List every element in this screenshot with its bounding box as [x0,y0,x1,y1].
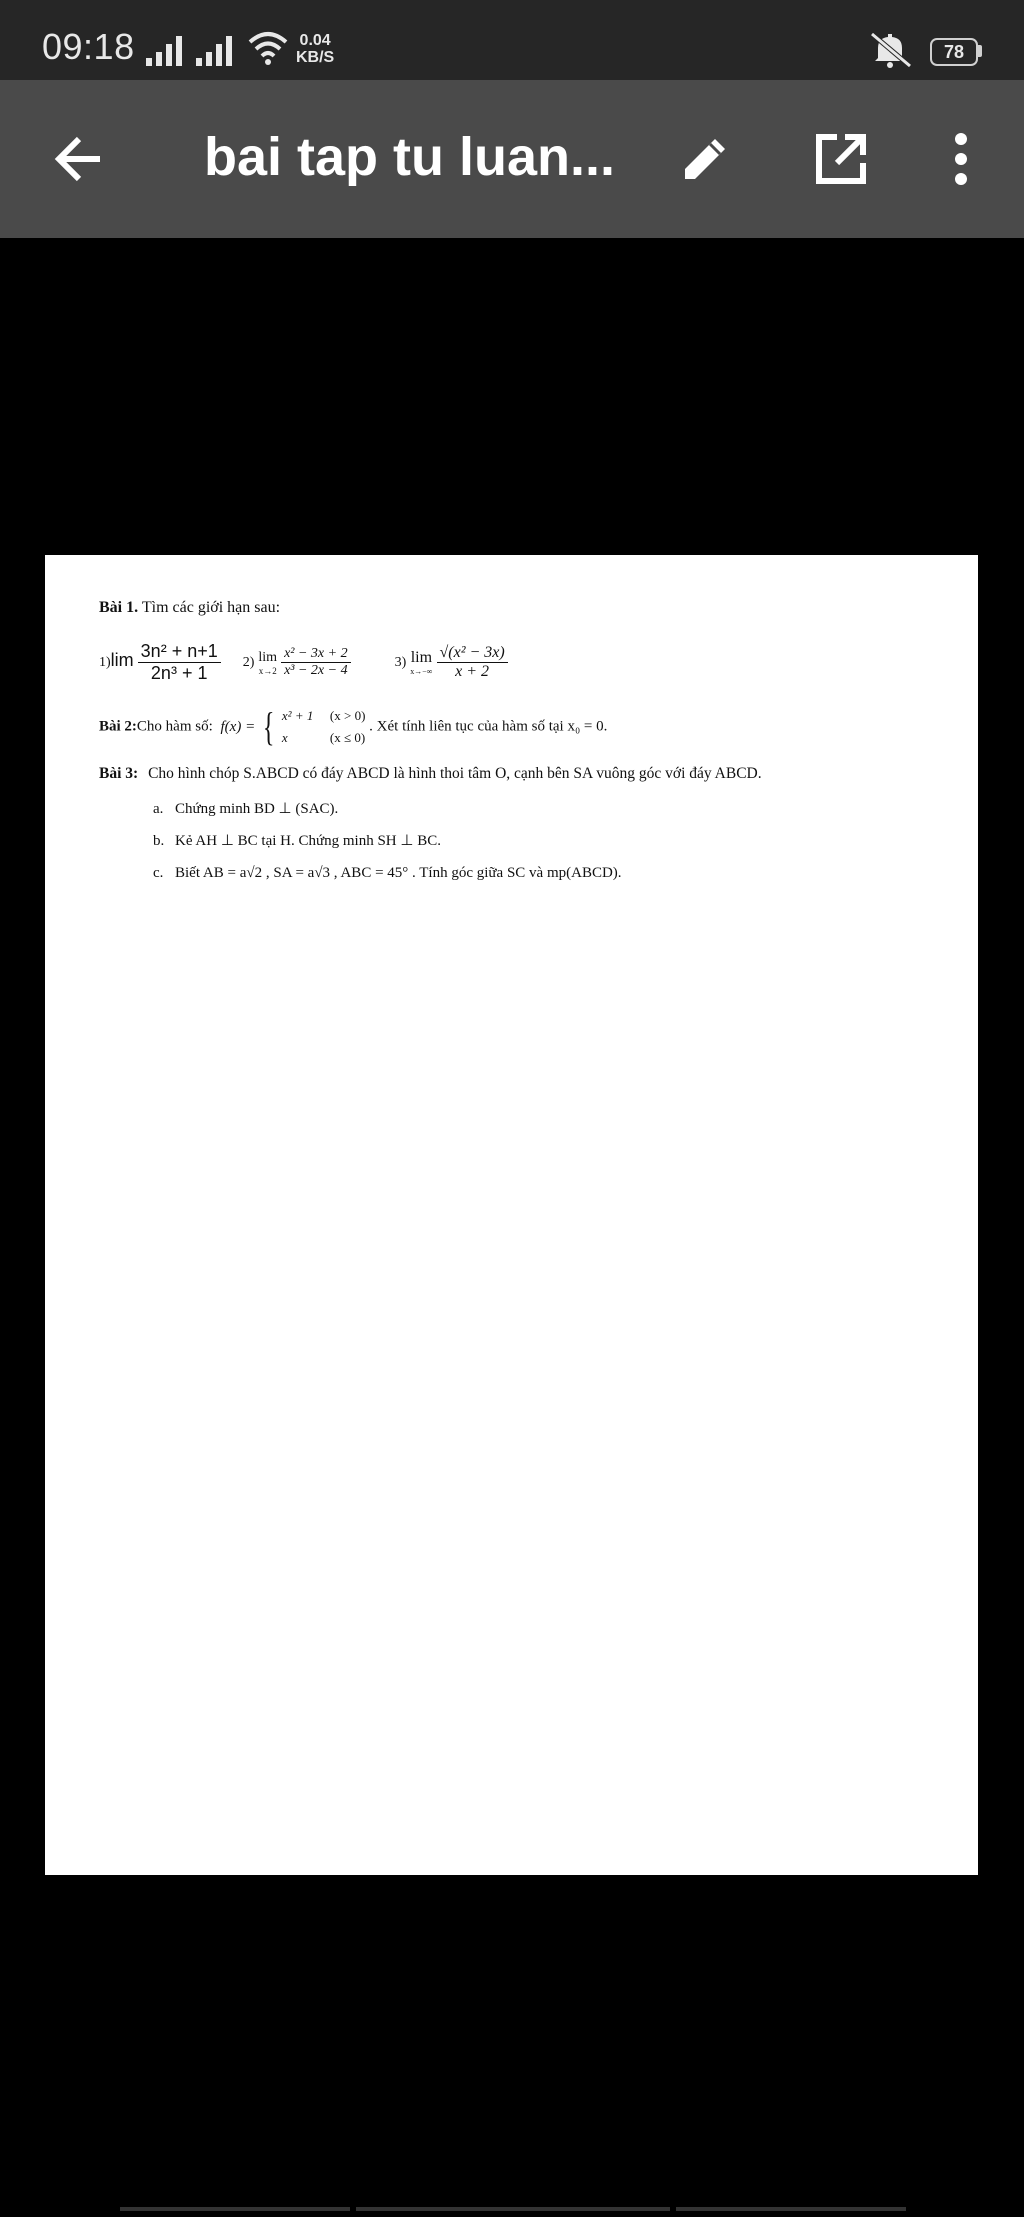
ex1-fraction [138,641,221,684]
bai1-text: Tìm các giới hạn sau: [141,599,281,616]
bai2-fx: f(x) = [220,718,256,735]
edit-button[interactable] [670,124,740,194]
ex3-limit [410,649,432,676]
item-text: Biết AB = a√2 , SA = a√3 , ABC = 45° . Tính góc giữa SC và mp(ABCD). [175,865,622,881]
signal-icon [146,34,186,66]
bai2-text: Cho hàm số: [136,718,213,735]
bai2-case2 [282,727,366,749]
bai2-label: Bài 2: [99,718,137,735]
clock: 09:18 [42,26,135,67]
network-speed-unit: KB/S [296,49,335,66]
bai2-case1-expr: x² + 1 [281,708,314,723]
open-external-icon [813,131,869,187]
ex1-prefix: 1) [99,655,111,671]
item-marker: a. [153,801,164,817]
more-options-button[interactable] [926,124,996,194]
document-title: bai tap tu luan... [204,127,616,187]
nav-segment [356,2207,670,2211]
item-text: Chứng minh BD ⊥ (SAC). [175,801,339,817]
bai1-heading [99,599,280,617]
ex2-limit [258,650,277,676]
network-speed [296,32,334,66]
open-external-button[interactable] [806,124,876,194]
ex1-lim: lim [110,650,134,671]
bai3-text: Cho hình chóp S.ABCD có đáy ABCD là hình thoi tâm O, cạnh bên SA vuông góc với đáy ABCD. [148,765,762,782]
bai3-item-c [153,865,622,882]
bai1-exercises [99,641,508,684]
battery-icon: 78 [930,38,978,66]
ex3-denominator: x + 2 [455,663,490,680]
nav-segment [676,2207,906,2211]
brace: { [262,704,275,749]
ex3-prefix: 3) [394,655,407,671]
ex2-fraction [281,646,351,679]
ex1-denominator: 2n³ + 1 [150,663,208,683]
back-button[interactable] [44,124,114,194]
bai2-line [99,705,607,749]
mute-icon [868,32,914,68]
bai2-tail: . Xét tính liên tục của hàm số tại x₀ = 0. [369,718,608,735]
bai1-label: Bài 1. [99,599,139,616]
network-speed-value: 0.04 [299,32,331,49]
document-page [45,555,978,1875]
ex3-lim: lim [410,649,433,666]
status-bar [0,0,1024,80]
signal-icon [196,34,236,66]
bai3-item-b [153,831,441,850]
back-arrow-icon [52,132,106,186]
item-marker: b. [153,833,165,849]
battery-tip [978,45,982,57]
nav-segment [120,2207,350,2211]
ex2-lim: lim [258,649,278,665]
bai2-case2-cond: (x ≤ 0) [329,730,366,745]
wifi-icon [248,30,288,66]
ex2-numerator: x² − 3x + 2 [281,646,351,663]
app-bar [0,80,1024,238]
item-text: Kẻ AH ⊥ BC tại H. Chứng minh SH ⊥ BC. [175,833,441,849]
ex2-prefix: 2) [242,655,255,671]
item-marker: c. [153,865,164,881]
bai2-case1 [282,705,366,727]
bai3-label: Bài 3: [99,765,139,782]
bai2-case1-cond: (x > 0) [329,708,366,723]
ex3-fraction [437,644,508,681]
ex2-denominator: x³ − 2x − 4 [284,663,348,678]
bai2-case2-expr: x [281,730,288,745]
ex2-sub: x→2 [258,665,277,676]
edit-pencil-icon [677,131,733,187]
more-vert-icon [946,131,976,187]
ex1-numerator: 3n² + n+1 [138,641,221,663]
bai3-line [99,765,762,783]
bai2-cases [282,705,366,749]
ex3-sub: x→−∞ [410,667,433,676]
ex3-numerator: √(x² − 3x) [437,644,508,663]
navigation-bar [0,2207,1024,2217]
bai3-item-a [153,799,338,818]
